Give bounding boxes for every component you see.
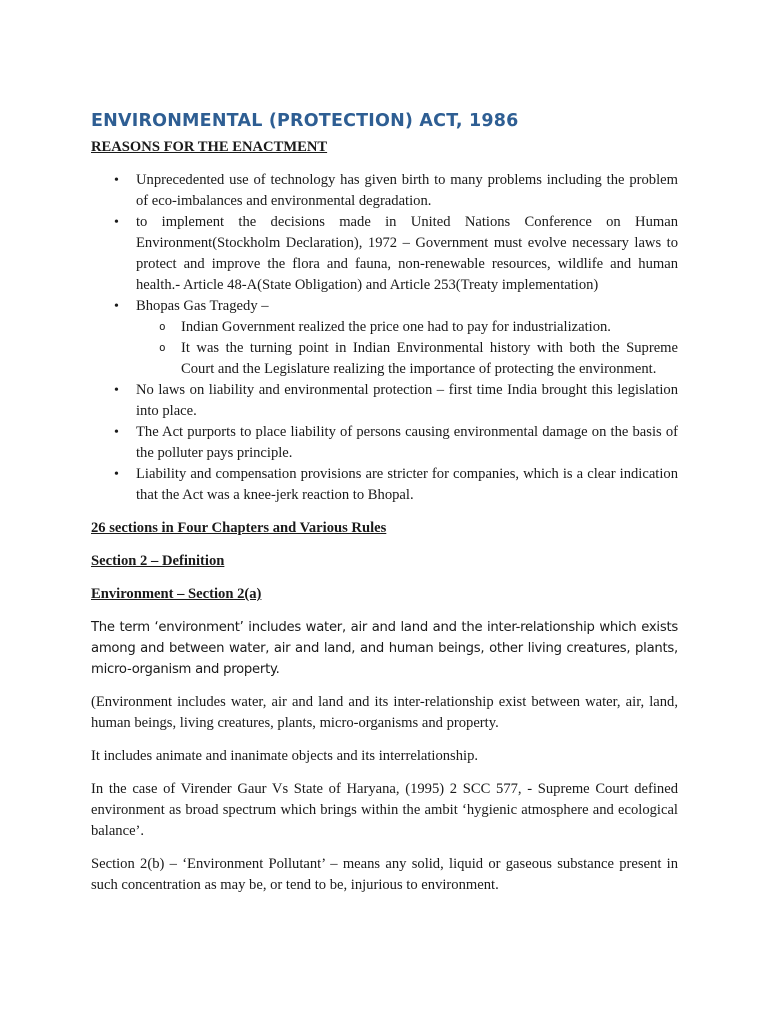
list-item: • Unprecedented use of technology has given birth to many problems including the problem of eco-imbalances and environmental degradation. [91, 170, 678, 212]
sub-list-item: o Indian Government realized the price one had to pay for industrialization. [136, 317, 678, 338]
bhopal-sub-list [136, 317, 678, 380]
paragraph-environment-includes: (Environment includes water, air and land and its inter-relationship exist between water, air, land, human beings, living creatures, plants, micro-organisms and property. [91, 694, 678, 731]
paragraph-case-law: In the case of Virender Gaur Vs State of Haryana, (1995) 2 SCC 577, - Supreme Court defined environment as broad spectrum which brings within the ambit ‘hygienic atmosphere and ecological balance’. [91, 781, 678, 839]
list-item-label: Bhopas Gas Tragedy – [136, 298, 269, 314]
list-item: • The Act purports to place liability of persons causing environmental damage on the basis of the polluter pays principle. [91, 422, 678, 464]
document-title: ENVIRONMENTAL (PROTECTION) ACT, 1986 [91, 111, 519, 131]
list-item: • Liability and compensation provisions are stricter for companies, which is a clear indication that the Act was a knee-jerk reaction to Bhopal. [91, 464, 678, 506]
reasons-list [91, 170, 678, 506]
document-body [91, 108, 678, 896]
environment-heading: Environment – Section 2(a) [91, 586, 262, 602]
list-item-bhopal [91, 296, 678, 380]
sub-list-item: o It was the turning point in Indian Environmental history with both the Supreme Court and the Legislature realizing the importance of protecting the environment. [136, 338, 678, 380]
paragraph-pollutant: Section 2(b) – ‘Environment Pollutant’ – means any solid, liquid or gaseous substance present in such concentration as may be, or tend to be, injurious to environment. [91, 856, 678, 893]
reasons-heading: REASONS FOR THE ENACTMENT [91, 139, 328, 155]
paragraph-animate: It includes animate and inanimate objects and its interrelationship. [91, 748, 479, 764]
list-item: • to implement the decisions made in United Nations Conference on Human Environment(Stockholm Declaration), 1972 – Government must evolve necessary laws to protect and improve the flora and fauna, non-renewable resources, wildlife and human health.- Article 48-A(State Obligation) and Article 253(Treaty implementation) [91, 212, 678, 296]
list-item: • No laws on liability and environmental protection – first time India brought this legislation into place. [91, 380, 678, 422]
paragraph-environment-definition: The term ‘environment’ includes water, air and land and the inter-relationship which exists among and between water, air and land, and human beings, other living creatures, plants, micro-organism and property. [91, 620, 678, 677]
chapters-heading: 26 sections in Four Chapters and Various Rules [91, 520, 387, 536]
section2-heading: Section 2 – Definition [91, 553, 225, 569]
